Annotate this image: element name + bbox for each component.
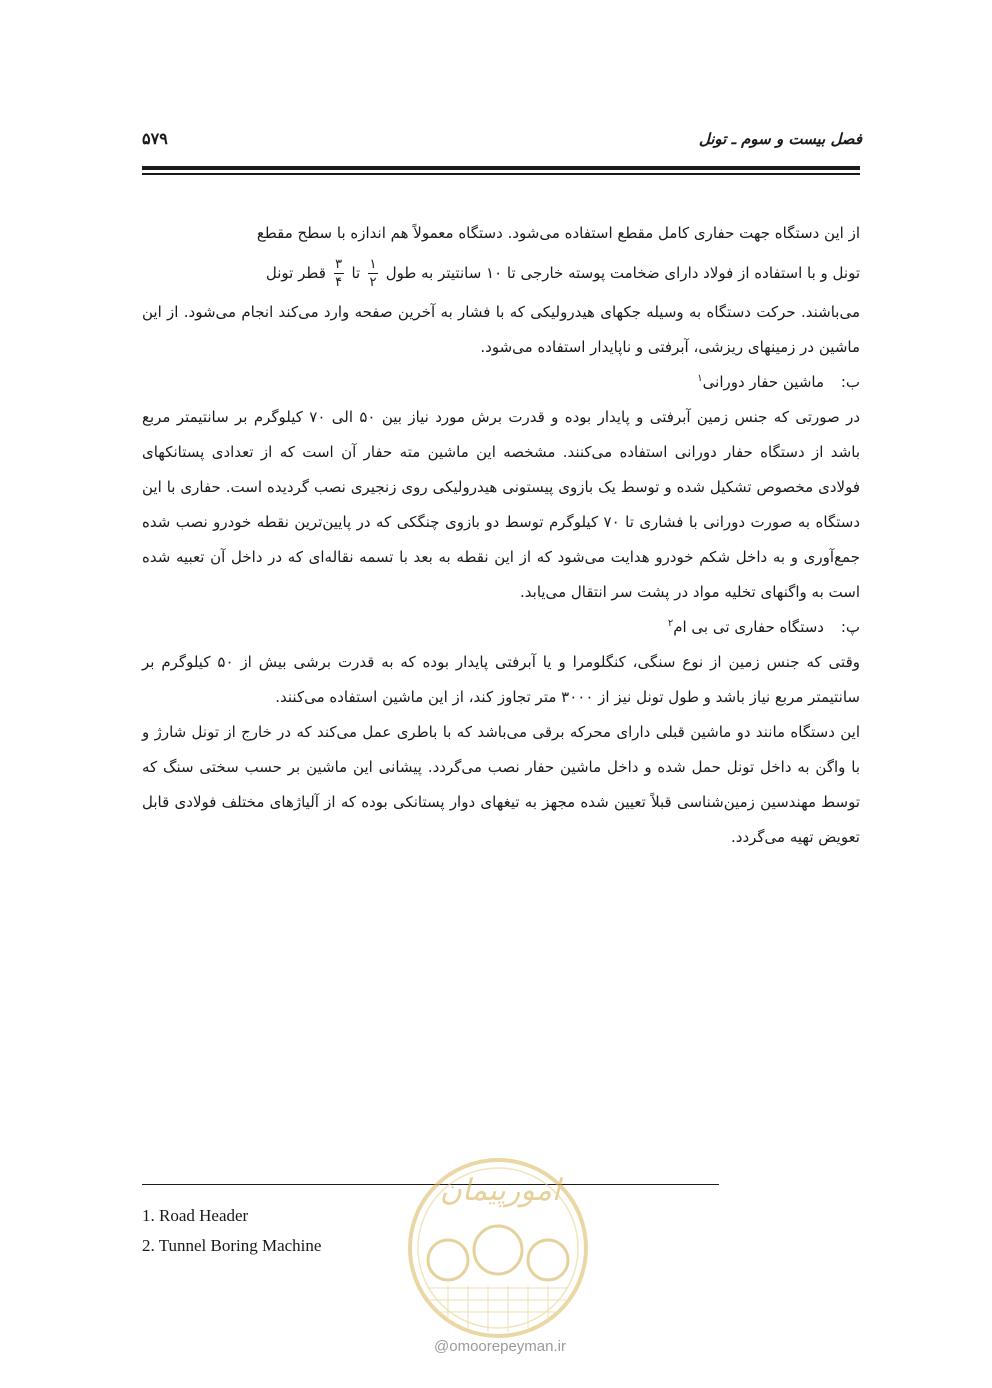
footnote-1: 1. Road Header — [142, 1206, 249, 1225]
line-2-before-text: تونل و با استفاده از فولاد دارای ضخامت پوسته خارجی تا ۱۰ سانتیتر به طول — [385, 264, 860, 282]
watermark-logo-icon — [388, 1138, 608, 1338]
section-heading-b — [142, 365, 860, 400]
paragraph-2: در صورتی که جنس زمین آبرفتی و پایدار بوده و قدرت برش مورد نیاز بین ۵۰ الی ۷۰ کیلوگرم بر سانتیمتر مربع باشد از دستگاه حفار دورانی استفاده می‌کنند. مشخصه این ماشین مته حفار آن است که از تعدادی پستانکهای فولادی مخصوص تشکیل شده و توسط یک بازوی پیستونی هیدرولیکی روی زنجیری نصب گردیده است. حفاری با این دستگاه به صورت دورانی با فشاری تا ۷۰ کیلوگرم توسط دو بازوی چنگکی که در پایین‌ترین نقطه خودرو نصب شده جمع‌آوری و به داخل شکم خودرو هدایت می‌شود که از این نقطه به بعد با تسمه نقاله‌ای که در داخل آن تعبیه شده است به واگنهای تخلیه مواد در پشت سر انتقال می‌یابد. — [142, 408, 861, 601]
page-body — [142, 216, 860, 855]
heading-p-text: دستگاه حفاری تی بی ام — [673, 618, 824, 636]
fraction-three-quarters — [334, 257, 344, 290]
paragraph-4: این دستگاه مانند دو ماشین قبلی دارای محرکه برقی می‌باشد که با باطری عمل می‌کند که در خارج از تونل شارژ و با واگن به داخل تونل حمل شده و داخل ماشین حفار نصب می‌گردد. پیشانی این ماشین بر حسب سختی سنگ که توسط مهندسین زمین‌شناسی قبلاً تعیین شده مجهز به تیغهای دوار پستانکی بوده که از آلیاژهای مختلف فولادی قابل تعویض تهیه می‌گردد. — [142, 723, 860, 846]
line-2-after-text: قطر تونل — [265, 264, 326, 282]
heading-p-title — [668, 610, 824, 645]
header-rule-thick — [142, 166, 860, 170]
paragraph-1 — [142, 216, 860, 365]
paragraph-1-rest: می‌باشند. حرکت دستگاه به وسیله جکهای هیدرولیکی که با فشار به آخرین صفحه وارد می‌کند انجام می‌شود. از این ماشین در زمینهای ریزشی، آبرفتی و ناپایدار استفاده می‌شود. — [142, 303, 860, 356]
line-2-mid-text: تا — [351, 264, 361, 282]
footnote-ref-1[interactable]: ۱ — [697, 373, 703, 384]
footnotes — [142, 1201, 321, 1261]
heading-b-letter: ب: — [840, 373, 860, 391]
fraction-bar — [334, 273, 344, 274]
heading-b-title — [697, 365, 824, 400]
fraction-bar — [368, 273, 378, 274]
paragraph-3: وقتی که جنس زمین از نوع سنگی، کنگلومرا و یا آبرفتی پایدار بوده که به قدرت برشی بیش از ۵۰ کیلوگرم بر سانتیمتر مربع نیاز باشد و طول تونل نیز از ۳۰۰۰ متر تجاوز کند، از این ماشین استفاده می‌کنند. — [142, 653, 860, 706]
paragraph-1-line-1: از این دستگاه جهت حفاری کامل مقطع استفاده می‌شود. دستگاه معمولاً هم اندازه با سطح مقطع — [256, 224, 860, 242]
paragraph-1-line-2 — [265, 257, 860, 290]
section-heading-p — [142, 610, 860, 645]
fraction-one-half — [368, 257, 378, 290]
heading-p-letter: پ: — [840, 618, 860, 636]
footnote-ref-2[interactable]: ۲ — [667, 618, 674, 629]
chapter-title: فصل بیست و سوم ـ تونل — [698, 130, 862, 148]
fraction-denominator: ۲ — [369, 275, 377, 290]
watermark-url: @omoorepeyman.ir — [434, 1338, 566, 1355]
page-number: ۵۷۹ — [142, 129, 168, 148]
footnote-separator — [142, 1184, 719, 1185]
fraction-numerator: ۱ — [369, 257, 377, 272]
fraction-denominator: ۴ — [335, 275, 343, 290]
header-rule-thin — [142, 173, 860, 175]
svg-text:امورپیمان: امورپیمان — [439, 1173, 561, 1208]
heading-b-text: ماشین حفار دورانی — [702, 373, 824, 391]
footnote-2: 2. Tunnel Boring Machine — [142, 1236, 322, 1255]
fraction-numerator: ۳ — [335, 257, 343, 272]
